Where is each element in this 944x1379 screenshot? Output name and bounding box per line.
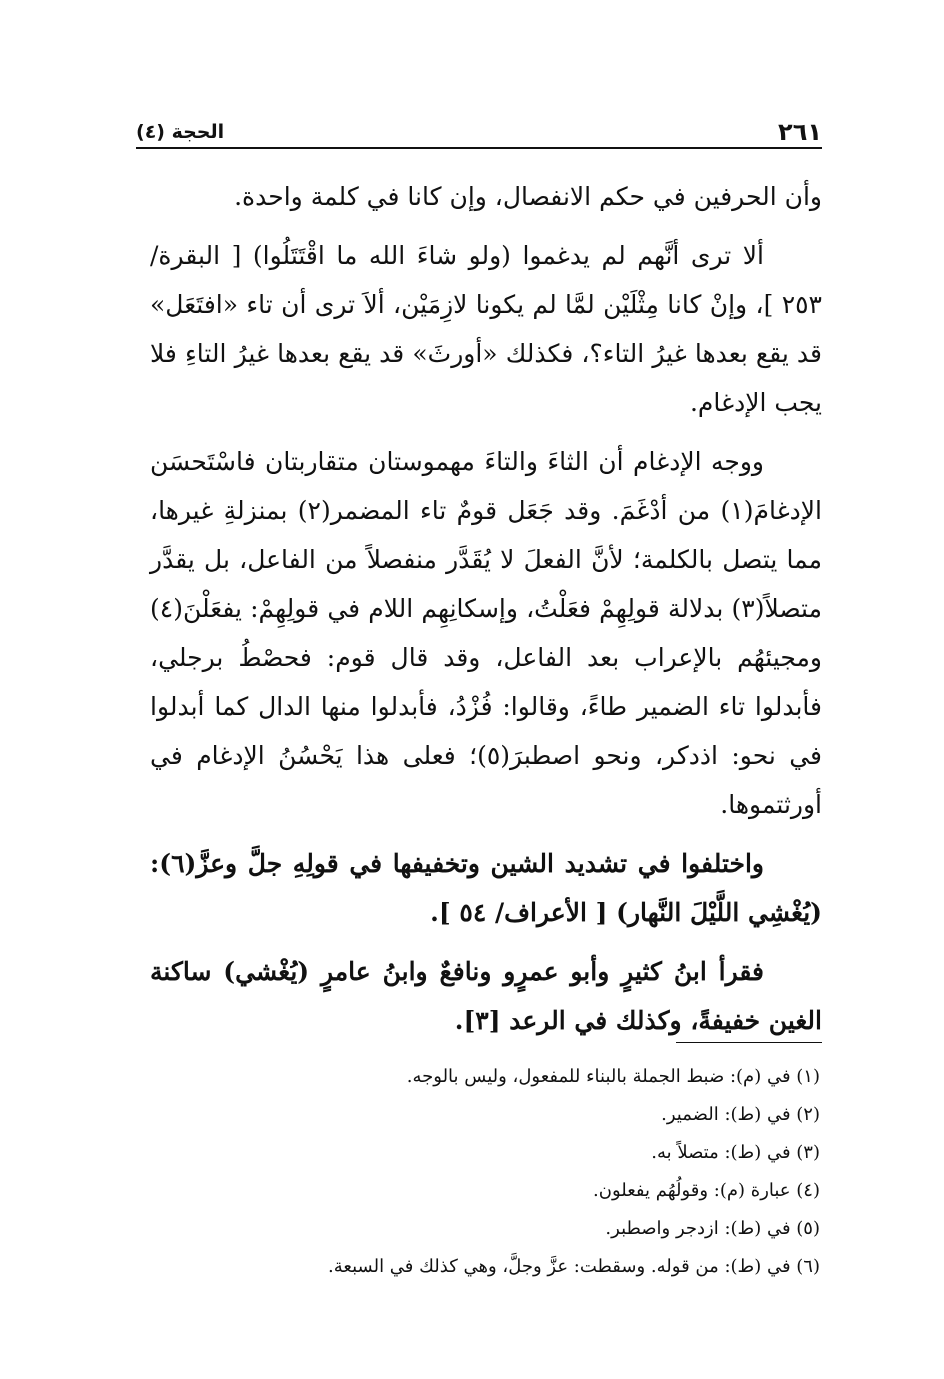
paragraph: فقرأ ابنُ كثيرٍ وأبو عمرٍو ونافعٌ وابنُ عامرٍ (يُغْشي) ساكنة الغين خفيفةً، وكذلك في الرعد [٣]. xyxy=(150,957,822,1035)
main-text xyxy=(150,172,822,1055)
footnote-rule xyxy=(676,1042,822,1043)
page-number: ٢٦١ xyxy=(778,118,822,146)
page-header xyxy=(136,112,822,146)
paragraph: ألا ترى أنَّهم لم يدغموا (ولو شاءَ الله ما اقْتَتَلُوا) [ البقرة/٢٥٣ ]، وإنْ كانا مِثْلَيْن لمَّا لم يكونا لازِمَيْن، ألاَ ترى أن تاء «افتَعَل» قد يقع بعدها غيرُ التاء؟، فكذلك «أورثَ» قد يقع بعدها غيرُ التاءِ فلا يجب الإدغام. xyxy=(150,241,822,417)
footnote: (١) في (م): ضبط الجملة بالبناء للمفعول، وليس بالوجه. xyxy=(406,1066,820,1087)
footnote: (٢) في (ط): الضمير. xyxy=(661,1104,820,1125)
footnote: (٤) عبارة (م): وقولُهُم يفعلون. xyxy=(593,1180,820,1201)
footnote: (٦) في (ط): من قوله. وسقطت: عزَّ وجلَّ، وهي كذلك في السبعة. xyxy=(328,1256,820,1277)
paragraph: وأن الحرفين في حكم الانفصال، وإن كانا في كلمة واحدة. xyxy=(234,182,822,211)
header-rule xyxy=(136,147,822,149)
footnotes xyxy=(150,1058,820,1286)
footnote: (٥) في (ط): ازدجر واصطبر. xyxy=(605,1218,820,1239)
paragraph: ووجه الإدغام أن الثاءَ والتاءَ مهموستان متقاربتان فاسْتَحسَن الإدغامَ(١) من أدْغَمَ. وقد جَعَل قومٌ تاء المضمر(٢) بمنزلةِ غيرها، مما يتصل بالكلمة؛ لأنَّ الفعلَ لا يُقَدَّر منفصلاً من الفاعل، بل يقدَّر متصلاً(٣) بدلالة قولِهِمْ فعَلْتُ، وإسكانِهِم اللام في قولِهِمْ: يفعَلْنَ(٤) ومجيئهُم بالإعراب بعد الفاعل، وقد قال قوم: فحصْطُ برجلي، فأبدلوا تاء الضمير طاءً، وقالوا: فُزْدُ، فأبدلوا منها الدال كما أبدلوا في نحو: اذدكر، ونحو اصطبرَ(٥)؛ فعلى هذا يَحْسُنُ الإدغام في أورثتموها. xyxy=(150,447,822,819)
running-title: الحجة (٤) xyxy=(136,121,225,143)
paragraph: واختلفوا في تشديد الشين وتخفيفها في قولِهِ جلَّ وعزَّ(٦): (يُغْشِي اللَّيْلَ النَّهار) [ الأعراف/ ٥٤ ]. xyxy=(150,849,822,927)
footnote: (٣) في (ط): متصلاً به. xyxy=(651,1142,820,1163)
